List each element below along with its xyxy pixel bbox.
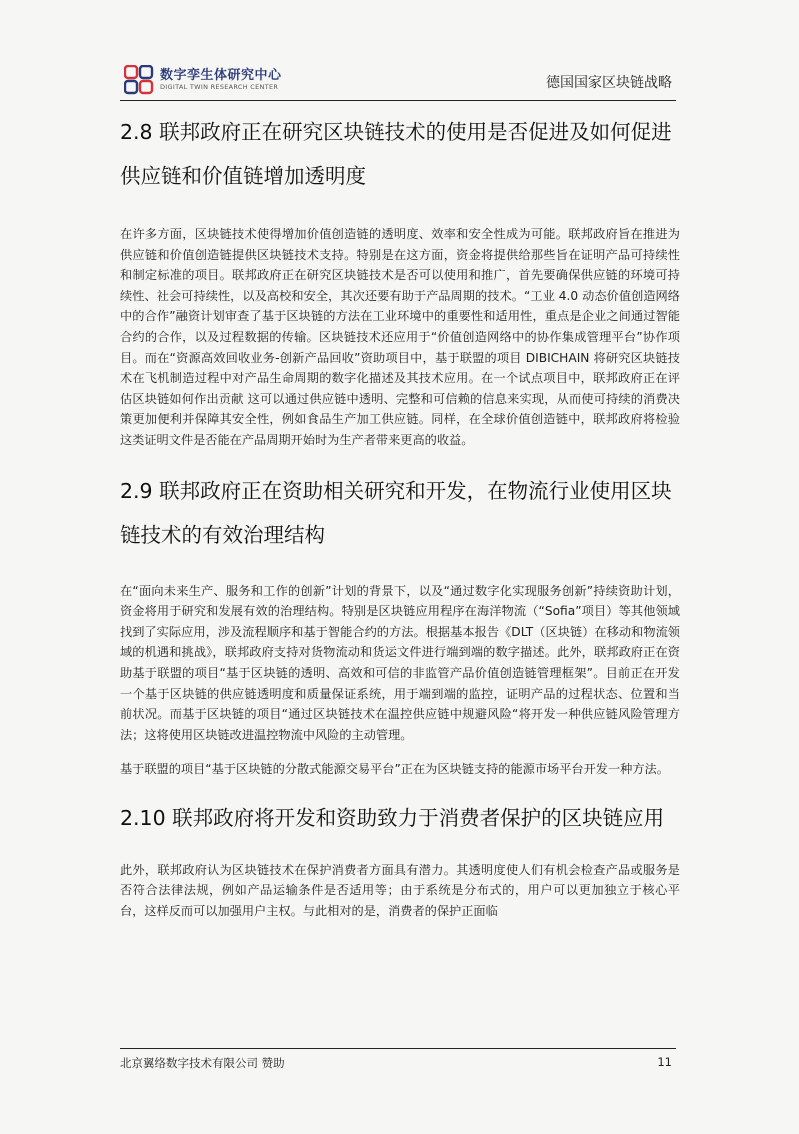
digital-twin-logo-icon (124, 65, 154, 95)
section-2-10 (120, 796, 680, 922)
paragraph: 在许多方面，区块链技术使得增加价值创造链的透明度、效率和安全性成为可能。联邦政府旨在推进为供应链和价值创造链提供区块链技术支持。特别是在这方面，资金将提供给那些旨在证明产品可持续性和制定标准的项目。联邦政府正在研究区块链技术是否可以使用和推广，首先要确保供应链的环境可持续性、社会可持续性，以及高校和安全，其次还要有助于产品周期的技术。“工业 4.0 动态价值创造网络中的合作”融资计划审查了基于区块链的方法在工业环境中的重要性和适用性，重点是企业之间通过智能合约的合作，以及过程数据的传输。区块链技术还应用于“价值创造网络中的协作集成管理平台”协作项目。而在“资源高效回收业务-创新产品回收”资助项目中，基于联盟的项目 DIBICHAIN 将研究区块链技术在飞机制造过程中对产品生命周期的数字化描述及其技术应用。在一个试点项目中，联邦政府正在评估区块链如何作出贡献 这可以通过供应链中透明、完整和可信赖的信息来实现，从而使可持续的消费决策更加便利并保障其安全性，例如食品生产加工供应链。同样，在全球价值创造链中，联邦政府将检验这类证明文件是否能在产品周期开始时为生产者带来更高的收益。 (120, 227, 680, 447)
page-header (120, 62, 676, 101)
paragraph: 在“面向未来生产、服务和工作的创新”计划的背景下，以及“通过数字化实现服务创新”持续资助计划，资金将用于研究和发展有效的治理结构。特别是区块链应用程序在海洋物流（“Sofia”项目）等其他领域找到了实际应用，涉及流程顺序和基于智能合约的方法。根据基本报告《DLT（区块链）在移动和物流领域的机遇和挑战》，联邦政府支持对货物流动和货运文件进行端到端的数字描述。此外，联邦政府正在资助基于联盟的项目“基于区块链的透明、高效和可信的非监管产品价值创造链管理框架”。目前正在开发一个基于区块链的供应链透明度和质量保证系统，用于端到端的监控，证明产品的过程状态、位置和当前状况。而基于区块链的项目“通过区块链技术在温控供应链中规避风险“将开发一种供应链风险管理方法；这将使用区块链改进温控物流中风险的主动管理。 (120, 583, 680, 742)
sponsor-note: 北京翼络数字技术有限公司 赞助 (120, 1056, 285, 1070)
section-heading: 2.10 联邦政府将开发和资助致力于消费者保护的区块链应用 (120, 805, 665, 830)
section-heading: 2.8 联邦政府正在研究区块链技术的使用是否促进及如何促进供应链和价值链增加透明度 (120, 120, 672, 188)
section-heading: 2.9 联邦政府正在资助相关研究和开发，在物流行业使用区块链技术的有效治理结构 (120, 478, 672, 547)
page-content (120, 110, 680, 922)
paragraph: 基于联盟的项目“基于区块链的分散式能源交易平台”正在为区块链支持的能源市场平台开发一种方法。 (120, 762, 669, 777)
page-footer (120, 1048, 676, 1069)
logo-chinese-name: 数字孪生体研究中心 (160, 68, 282, 83)
paragraph: 此外，联邦政府认为区块链技术在保护消费者方面具有潜力。其透明度使人们有机会检查产品或服务是否符合法律法规，例如产品运输条件是否适用等；由于系统是分布式的，用户可以更加独立于核心平台，这样反而可以加强用户主权。与此相对的是，消费者的保护正面临 (120, 862, 680, 919)
logo-english-name: DIGITAL TWIN RESEARCH CENTER (160, 83, 279, 91)
section-2-9 (120, 469, 680, 780)
page-number: 11 (657, 1055, 672, 1069)
logo (124, 64, 282, 96)
document-title: 德国国家区块链战略 (546, 75, 672, 91)
section-2-8 (120, 110, 680, 451)
